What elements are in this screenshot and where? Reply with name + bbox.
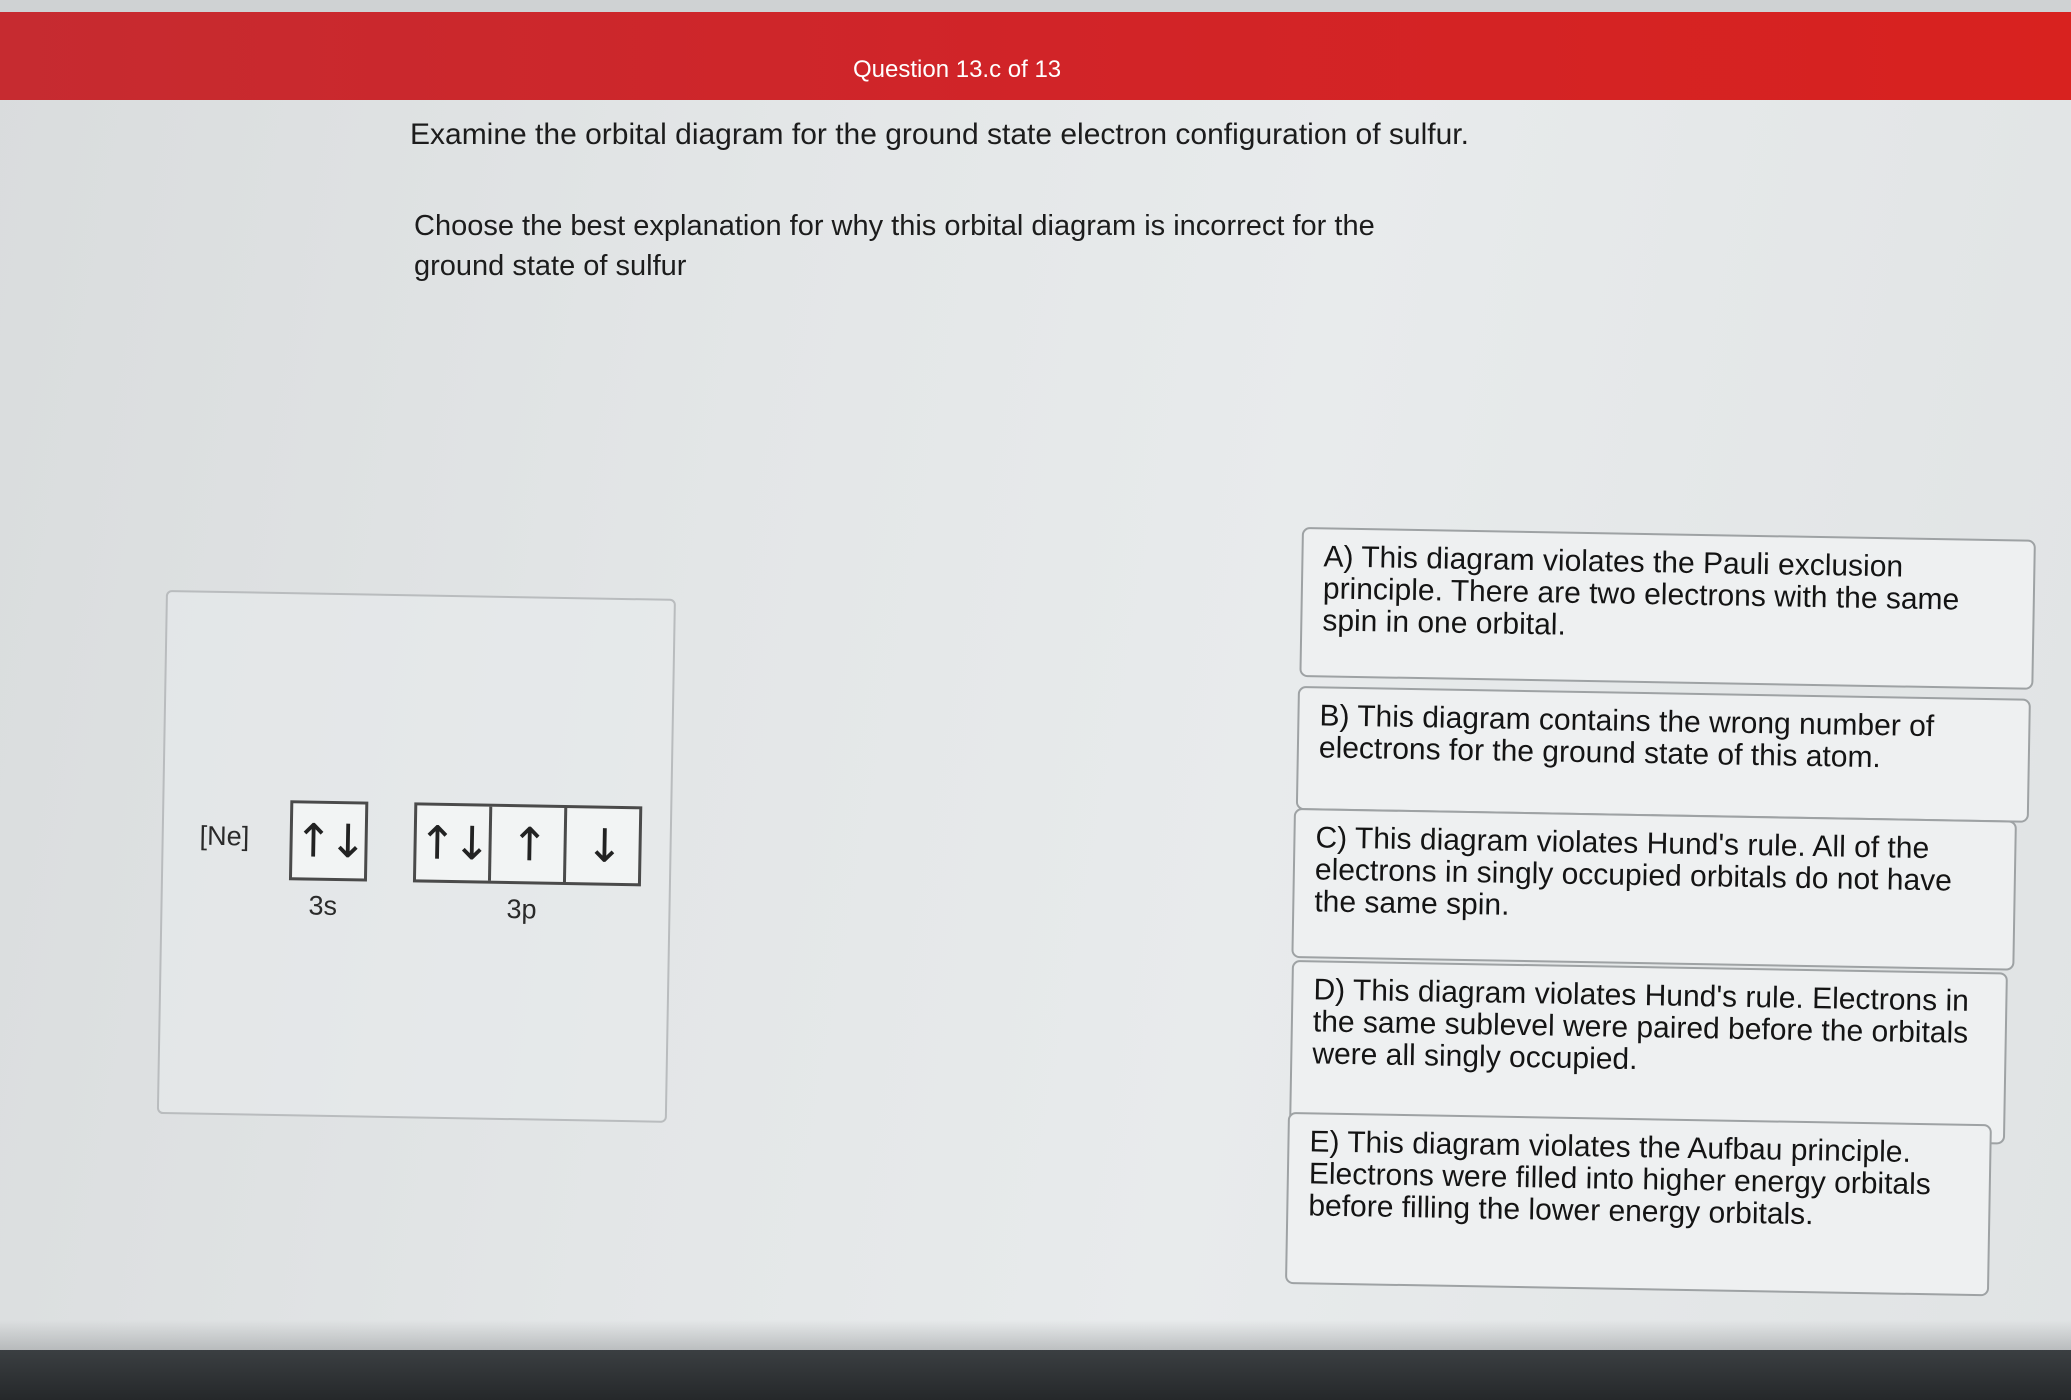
question-header-bar [0,12,2071,100]
option-e[interactable] [1285,1112,1992,1296]
orbital-diagram-panel [157,590,676,1123]
monitor-bezel [0,1350,2071,1400]
orbital-box: ↑↓ [293,813,364,869]
screen-top-edge [0,0,2071,12]
option-b[interactable] [1296,686,2031,823]
question-prompt: Examine the orbital diagram for the ground state electron configuration of sulfur. [410,118,1469,151]
option-b-text: B) This diagram contains the wrong number of electrons for the ground state of this atom. [1318,699,1935,775]
option-a[interactable] [1299,527,2036,690]
option-e-text: E) This diagram violates the Aufbau principle. Electrons were filled into higher energy orbitals before filling the lower energy orbitals. [1308,1125,1932,1232]
option-a-text: A) This diagram violates the Pauli exclusion principle. There are two electrons with the same spin in one orbital. [1322,540,1960,642]
option-d-text: D) This diagram violates Hund's rule. Electrons in the same sublevel were paired before the orbitals were all singly occupied. [1312,973,1970,1077]
question-text: Choose the best explanation for why this orbital diagram is incorrect for the ground state of sulfur [414,210,1375,282]
question-counter: Question 13.c of 13 [853,56,1062,83]
orbital-box: ↓ [563,808,639,883]
screen-bottom-shade [0,1320,2071,1354]
orbital-box: ↑ [488,807,564,882]
3s-orbital-group [289,800,368,881]
core-configuration-label: [Ne] [199,820,250,852]
3p-orbital-group [413,802,642,886]
option-c-text: C) This diagram violates Hund's rule. All of the electrons in singly occupied orbitals do not have the same spin. [1314,821,1953,922]
3s-sublevel-label: 3s [308,890,338,922]
option-c[interactable] [1291,808,2017,971]
3p-sublevel-label: 3p [506,893,537,925]
orbital-box: ↑↓ [417,815,488,871]
